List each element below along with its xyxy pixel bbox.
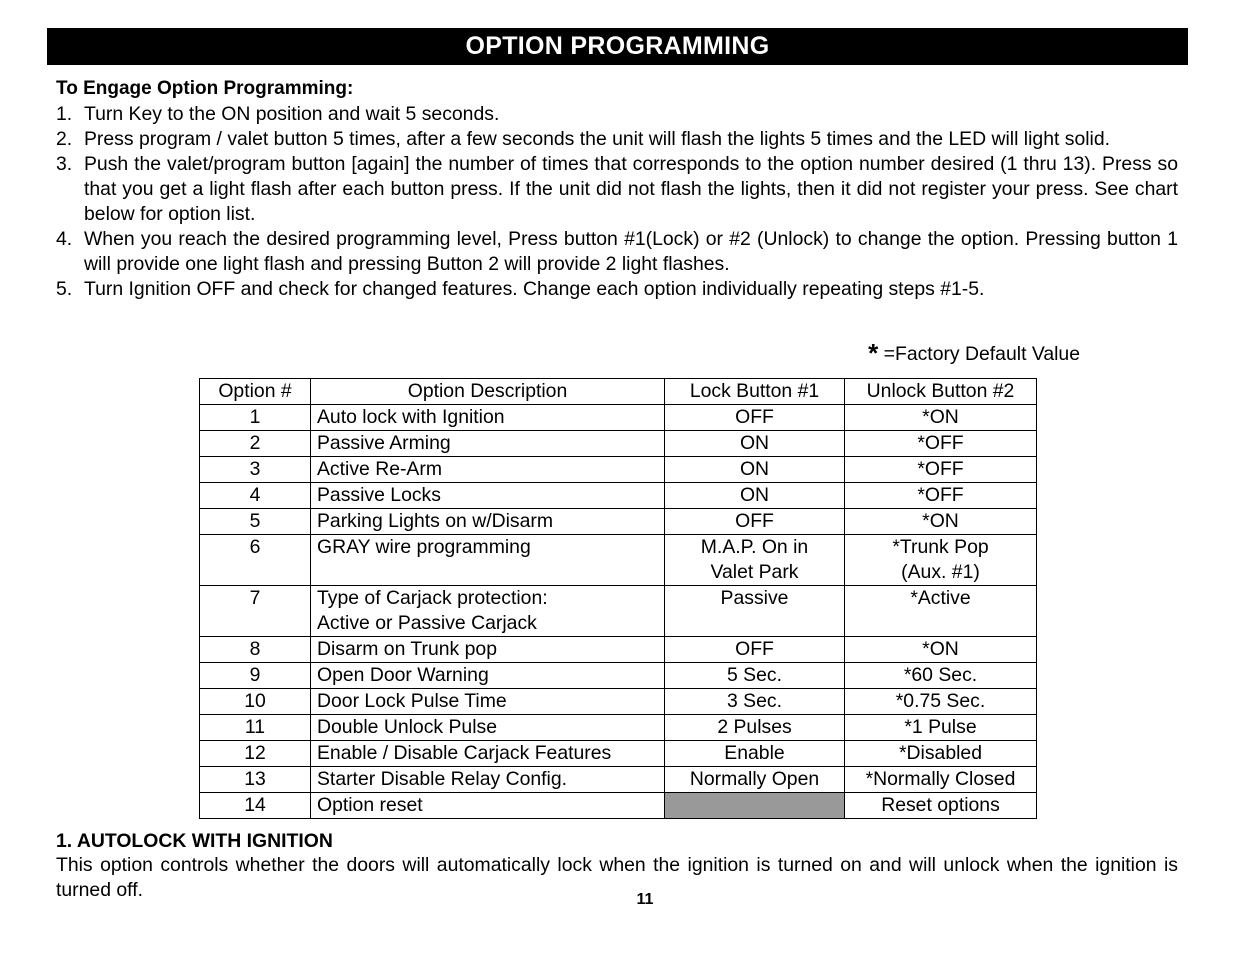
option-description-cell: Type of Carjack protection: Active or Passive Carjack (311, 586, 665, 637)
option-number-cell: 12 (200, 741, 311, 767)
table-row (200, 586, 1037, 637)
lock-button-cell: ON (665, 431, 845, 457)
step-item (56, 102, 1178, 127)
option-number-cell: 1 (200, 405, 311, 431)
table-header-row (200, 379, 1037, 405)
table-row (200, 637, 1037, 663)
option-description-cell: Active Re-Arm (311, 457, 665, 483)
option-description-cell: GRAY wire programming (311, 535, 665, 586)
step-item (56, 127, 1178, 152)
page-title: OPTION PROGRAMMING (465, 32, 770, 60)
step-item (56, 227, 1178, 277)
table-row (200, 431, 1037, 457)
unlock-button-cell: *OFF (845, 483, 1037, 509)
unlock-button-cell: *Trunk Pop (Aux. #1) (845, 535, 1037, 586)
unlock-button-cell: Reset options (845, 793, 1037, 819)
table-row (200, 715, 1037, 741)
option-description-cell: Option reset (311, 793, 665, 819)
option-number-cell: 7 (200, 586, 311, 637)
step-number: 1. (56, 103, 73, 125)
table-row (200, 767, 1037, 793)
asterisk-icon: * (868, 338, 879, 368)
table-row (200, 663, 1037, 689)
unlock-button-cell: *0.75 Sec. (845, 689, 1037, 715)
table-row (200, 457, 1037, 483)
step-text: Turn Ignition OFF and check for changed features. Change each option individually repeating steps #1-5. (84, 278, 985, 300)
lock-button-cell: 3 Sec. (665, 689, 845, 715)
page-title-bar (47, 28, 1188, 65)
option-number-cell: 3 (200, 457, 311, 483)
unlock-button-cell: *ON (845, 637, 1037, 663)
lock-button-cell: Passive (665, 586, 845, 637)
option-description-cell: Passive Locks (311, 483, 665, 509)
options-table-body (200, 405, 1037, 819)
option-description-cell: Enable / Disable Carjack Features (311, 741, 665, 767)
section-body-text: This option controls whether the doors will automatically lock when the ignition is turned on and will unlock when the ignition is turned off. (56, 854, 1178, 901)
column-header-option-number: Option # (200, 379, 311, 405)
unlock-button-cell: *Disabled (845, 741, 1037, 767)
unlock-button-cell: *OFF (845, 431, 1037, 457)
option-number-cell: 13 (200, 767, 311, 793)
engage-steps-list (56, 102, 1178, 302)
lock-button-cell: OFF (665, 509, 845, 535)
lock-button-cell: OFF (665, 405, 845, 431)
table-row (200, 405, 1037, 431)
option-description-cell: Door Lock Pulse Time (311, 689, 665, 715)
step-text: When you reach the desired programming level, Press button #1(Lock) or #2 (Unlock) to change the option. Pressing button 1 will provide one light flash and pressing Button 2 will provide 2 light flashes. (84, 228, 1178, 275)
option-number-cell: 14 (200, 793, 311, 819)
lock-button-cell: M.A.P. On in Valet Park (665, 535, 845, 586)
step-number: 4. (56, 228, 73, 250)
step-text: Press program / valet button 5 times, after a few seconds the unit will flash the lights 5 times and the LED will light solid. (84, 128, 1111, 150)
option-description-cell: Disarm on Trunk pop (311, 637, 665, 663)
step-item (56, 277, 1178, 302)
unlock-button-cell: *Active (845, 586, 1037, 637)
option-description-cell: Double Unlock Pulse (311, 715, 665, 741)
option-number-cell: 10 (200, 689, 311, 715)
unlock-button-cell: *ON (845, 405, 1037, 431)
lock-button-cell (665, 793, 845, 819)
table-row (200, 793, 1037, 819)
unlock-button-cell: *OFF (845, 457, 1037, 483)
lock-button-cell: ON (665, 457, 845, 483)
unlock-button-cell: *1 Pulse (845, 715, 1037, 741)
table-row (200, 741, 1037, 767)
factory-default-legend (868, 338, 1080, 369)
unlock-button-cell: *60 Sec. (845, 663, 1037, 689)
table-row (200, 689, 1037, 715)
engage-heading: To Engage Option Programming: (56, 78, 354, 99)
lock-button-cell: 5 Sec. (665, 663, 845, 689)
step-number: 3. (56, 153, 73, 175)
table-row (200, 535, 1037, 586)
table-row (200, 509, 1037, 535)
option-description-cell: Auto lock with Ignition (311, 405, 665, 431)
unlock-button-cell: *ON (845, 509, 1037, 535)
step-text: Turn Key to the ON position and wait 5 seconds. (84, 103, 500, 125)
column-header-unlock-button: Unlock Button #2 (845, 379, 1037, 405)
page-number: 11 (636, 891, 654, 908)
section-heading: 1. AUTOLOCK WITH IGNITION (56, 830, 333, 852)
step-item (56, 152, 1178, 227)
step-text: Push the valet/program button [again] the number of times that corresponds to the option number desired (1 thru 13). Press so that you get a light flash after each button press. If the unit did not flash the lights, then it did not register your press. See chart below for option list. (84, 153, 1178, 225)
option-number-cell: 11 (200, 715, 311, 741)
option-number-cell: 4 (200, 483, 311, 509)
lock-button-cell: OFF (665, 637, 845, 663)
lock-button-cell: 2 Pulses (665, 715, 845, 741)
option-description-cell: Passive Arming (311, 431, 665, 457)
column-header-option-description: Option Description (311, 379, 665, 405)
options-table (199, 378, 1037, 819)
option-number-cell: 2 (200, 431, 311, 457)
option-number-cell: 5 (200, 509, 311, 535)
unlock-button-cell: *Normally Closed (845, 767, 1037, 793)
lock-button-cell: Enable (665, 741, 845, 767)
option-number-cell: 6 (200, 535, 311, 586)
table-row (200, 483, 1037, 509)
lock-button-cell: Normally Open (665, 767, 845, 793)
option-number-cell: 8 (200, 637, 311, 663)
option-description-cell: Parking Lights on w/Disarm (311, 509, 665, 535)
option-description-cell: Open Door Warning (311, 663, 665, 689)
step-number: 5. (56, 278, 73, 300)
legend-text: =Factory Default Value (878, 343, 1080, 365)
lock-button-cell: ON (665, 483, 845, 509)
column-header-lock-button: Lock Button #1 (665, 379, 845, 405)
step-number: 2. (56, 128, 73, 150)
option-number-cell: 9 (200, 663, 311, 689)
option-description-cell: Starter Disable Relay Config. (311, 767, 665, 793)
